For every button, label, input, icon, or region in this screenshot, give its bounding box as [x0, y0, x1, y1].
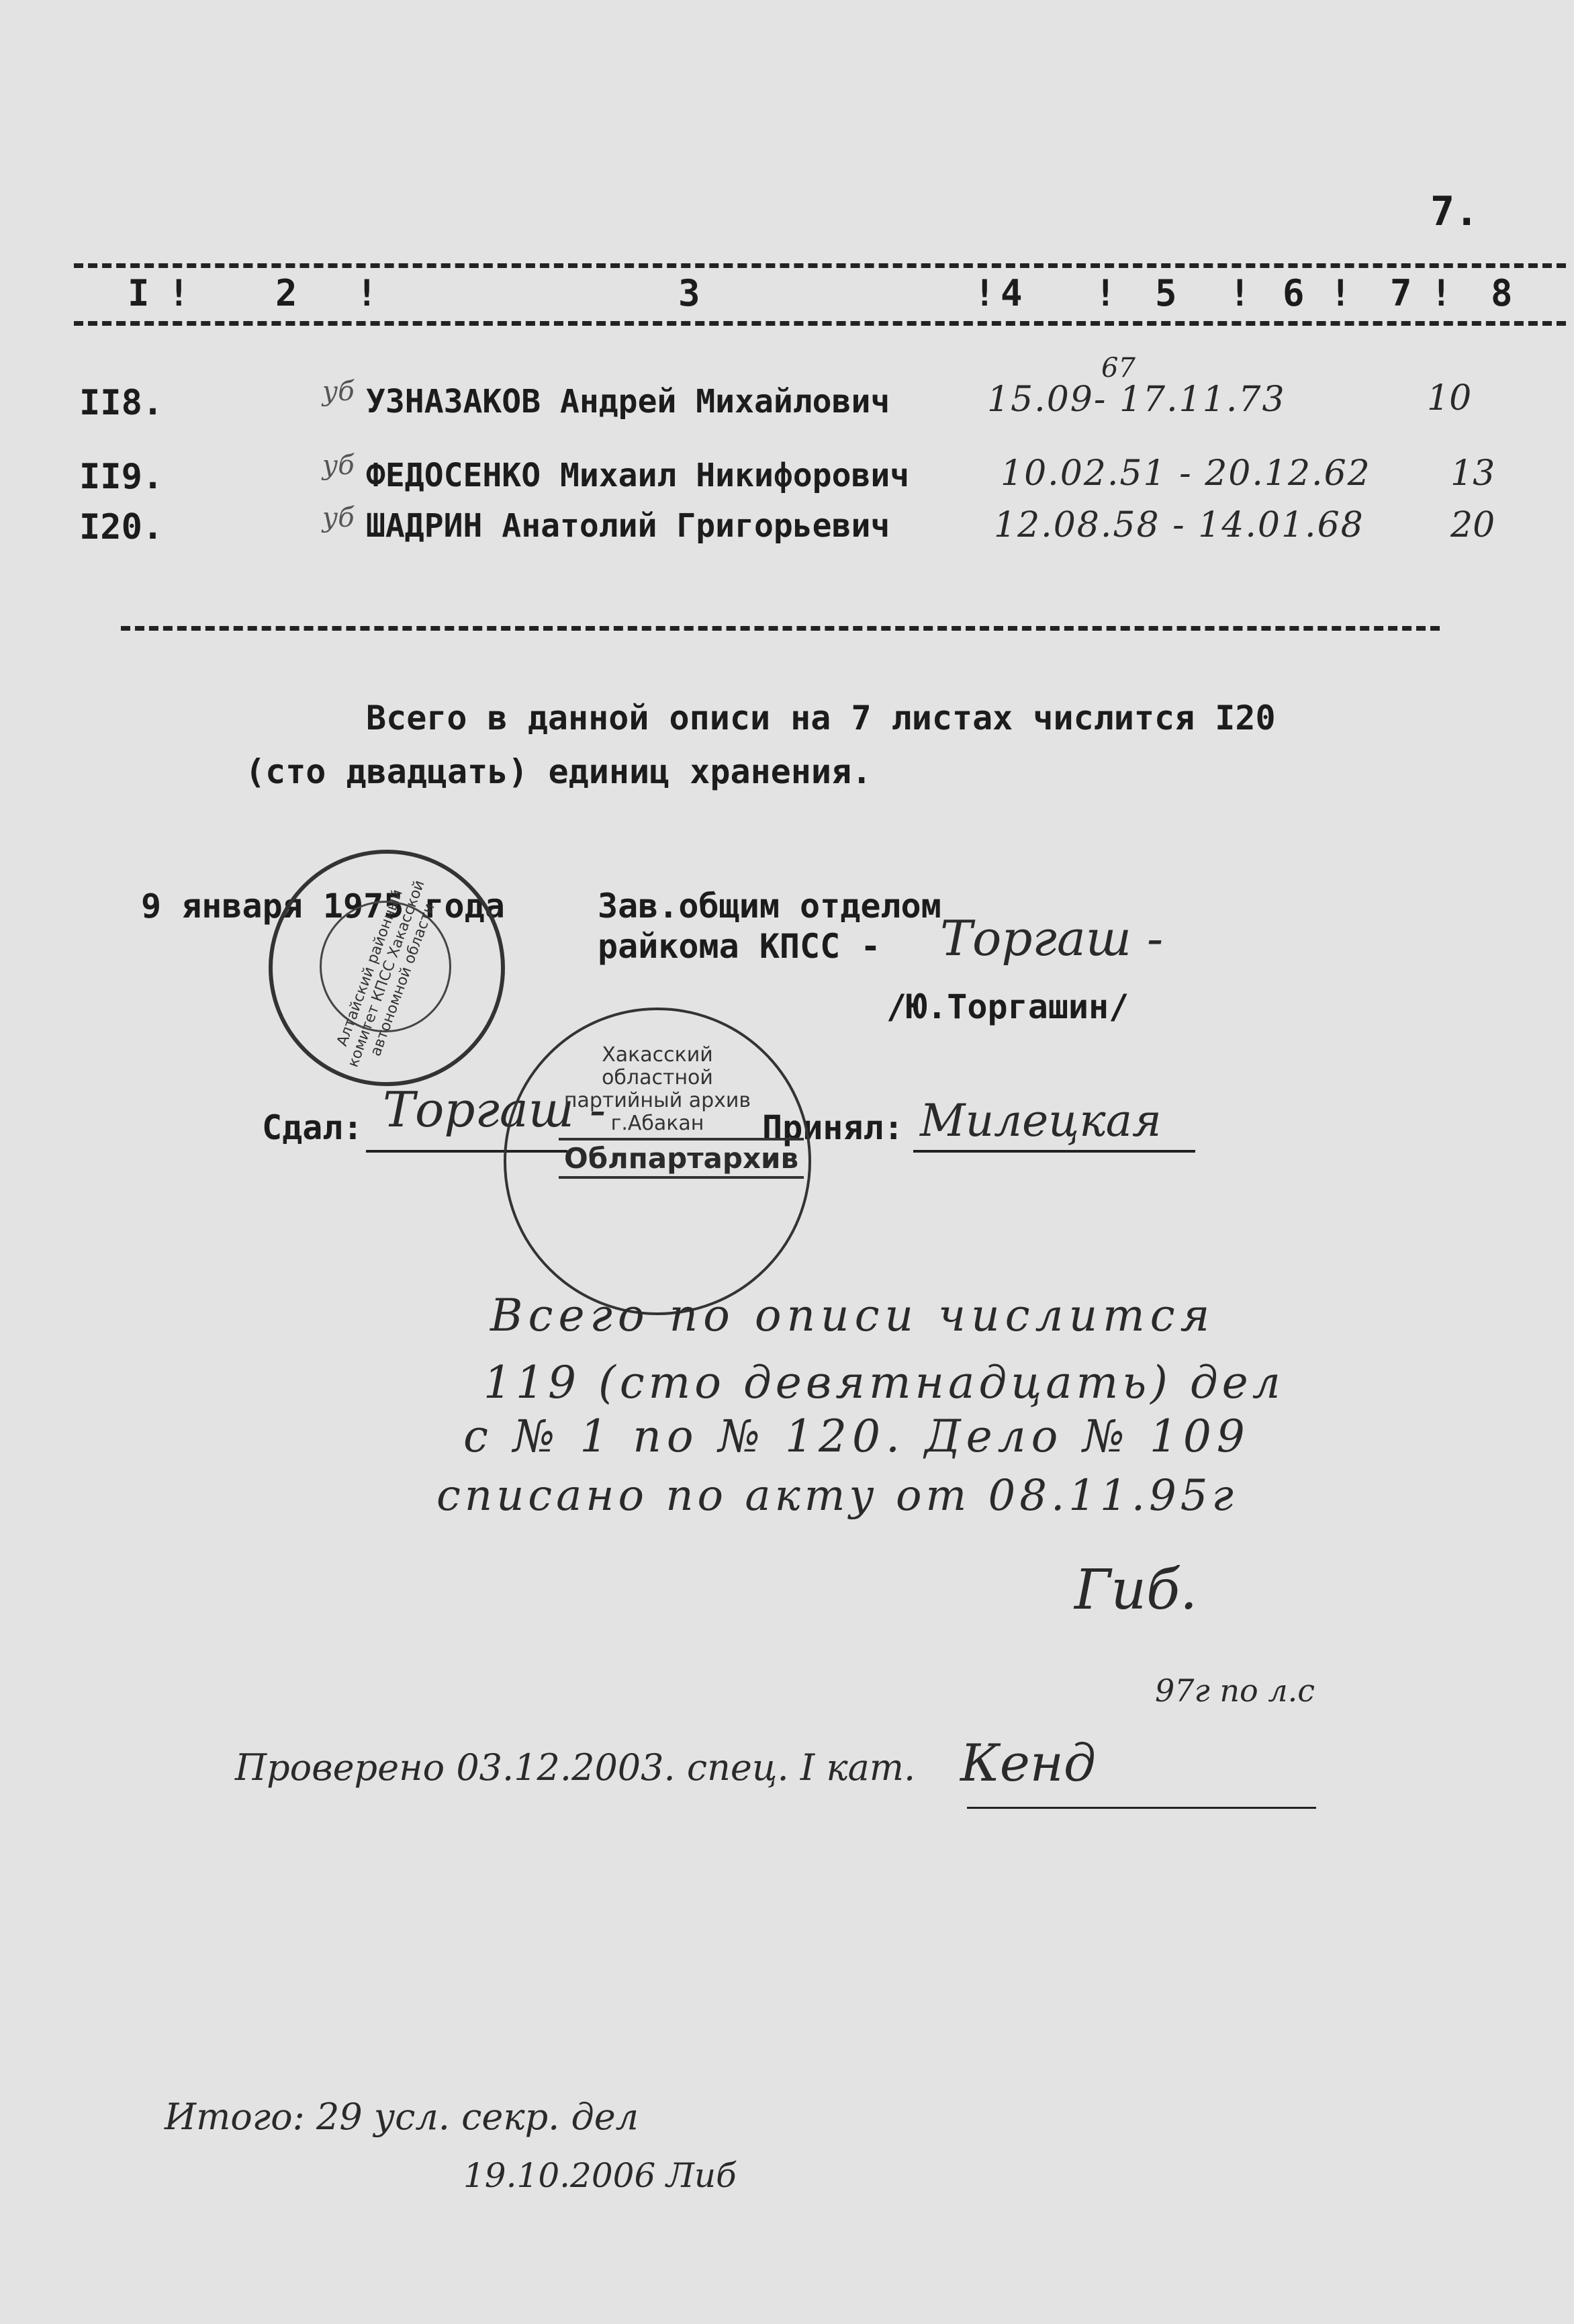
row-count: 20 — [1450, 505, 1495, 545]
row-number: II8. — [79, 383, 164, 423]
row-number: II9. — [79, 457, 164, 497]
note-signature: Гиб. — [1074, 1558, 1198, 1622]
table-end-rule — [121, 626, 1440, 631]
row-dates: 15.09- 17.11.73 — [987, 379, 1286, 420]
note-line-2: 119 (сто девятнадцать) дел — [483, 1357, 1285, 1409]
row-date-correction: 67 — [1101, 353, 1136, 384]
archive-stamp-ring-text: Хакасский областной партийный архив г.Абакан — [563, 1043, 751, 1135]
final-note-line-1: Итого: 29 усл. секр. дел — [165, 2096, 639, 2138]
row-dates: 12.08.58 - 14.01.68 — [994, 505, 1364, 545]
note-line-1: Всего по описи числится — [490, 1290, 1215, 1341]
checked-note: Проверено 03.12.2003. спец. I кат. — [235, 1746, 916, 1789]
row-name: УЗНАЗАКОВ Андрей Михайлович — [366, 383, 890, 420]
col-3-header: 3 — [678, 272, 700, 314]
col-2-header: 2 — [275, 272, 297, 314]
header-bottom-rule — [74, 321, 1566, 326]
party-committee-stamp — [269, 850, 505, 1086]
margin-note: 97г по л.с — [1155, 1672, 1315, 1709]
col-sep: ! — [1229, 272, 1251, 314]
position-title-line-2: райкома КПСС - — [598, 927, 881, 966]
handed-label: Сдал: — [262, 1108, 363, 1147]
col-8-header: 8 — [1491, 272, 1513, 314]
checked-signature: Кенд — [960, 1733, 1097, 1793]
col-sep: ! — [1330, 272, 1352, 314]
row-name: ШАДРИН Анатолий Григорьевич — [366, 507, 890, 545]
col-sep: ! — [356, 272, 378, 314]
col-4-header: 4 — [1001, 272, 1023, 314]
total-line-1: Всего в данной описи на 7 листах числится I20 — [366, 699, 1276, 738]
page-number: 7. — [1430, 188, 1479, 235]
archive-stamp — [504, 1008, 811, 1315]
row-dates: 10.02.51 - 20.12.62 — [1001, 453, 1371, 494]
row-count: 13 — [1450, 453, 1495, 494]
note-line-4: списано по акту от 08.11.95г — [436, 1471, 1238, 1521]
row-number: I20. — [79, 507, 164, 547]
col-6-header: 6 — [1283, 272, 1305, 314]
col-5-header: 5 — [1155, 272, 1177, 314]
col-sep: ! — [974, 272, 996, 314]
archive-stamp-center: Облпартархив — [559, 1138, 804, 1179]
stamp-text: Алтайский районный комитет КПСС Хакасской автономной области — [334, 878, 438, 1070]
final-note-line-2: 19.10.2006 Либ — [463, 2156, 737, 2195]
received-label: Принял: — [762, 1108, 904, 1147]
header-top-rule — [74, 263, 1566, 268]
document-date: 9 января 1975 года — [141, 887, 505, 926]
total-line-2: (сто двадцать) единиц хранения. — [245, 752, 872, 791]
col-sep: ! — [1430, 272, 1452, 314]
head-name: /Ю.Торгашин/ — [886, 987, 1129, 1026]
position-title-line-1: Зав.общим отделом — [598, 887, 941, 926]
row-mark: уб — [322, 376, 355, 407]
checked-underline — [967, 1807, 1316, 1809]
col-1-header: I — [128, 272, 150, 314]
row-mark: уб — [322, 450, 355, 481]
handed-signature: Торгаш - — [383, 1081, 606, 1138]
col-sep: ! — [168, 272, 190, 314]
received-signature: Милецкая — [920, 1095, 1162, 1147]
received-signature-line — [913, 1150, 1195, 1153]
col-7-header: 7 — [1390, 272, 1412, 314]
row-count: 10 — [1427, 378, 1472, 418]
table-header — [74, 272, 1566, 319]
col-sep: ! — [1095, 272, 1117, 314]
note-line-3: с № 1 по № 120. Дело № 109 — [463, 1411, 1250, 1462]
row-name: ФЕДОСЕНКО Михаил Никифорович — [366, 457, 910, 494]
row-mark: уб — [322, 502, 355, 533]
head-signature: Торгаш - — [940, 910, 1164, 967]
